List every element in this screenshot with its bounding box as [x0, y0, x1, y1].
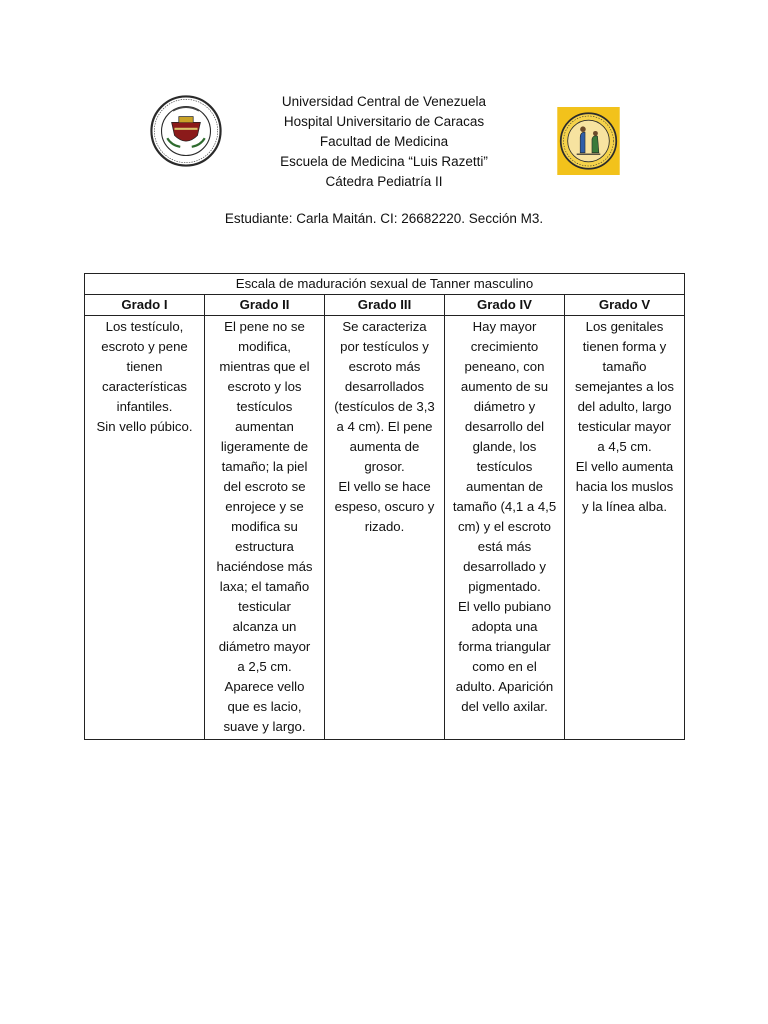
column-header-grado-4: Grado IV [445, 295, 565, 316]
column-header-grado-5: Grado V [565, 295, 685, 316]
table-title: Escala de maduración sexual de Tanner masculino [85, 274, 685, 295]
cell-grado-5: Los genitales tienen forma y tamaño semejantes a los del adulto, largo testicular mayor a 4,5 cm. El vello aumenta hacia los muslos y la línea alba. [565, 316, 685, 740]
university-name: Universidad Central de Venezuela [281, 94, 487, 109]
tanner-scale-table [84, 273, 685, 740]
column-header-grado-3: Grado III [325, 295, 445, 316]
hospital-name: Hospital Universitario de Caracas [283, 114, 485, 129]
column-header-grado-2: Grado II [205, 295, 325, 316]
department-name: Cátedra Pediatría II [325, 174, 443, 189]
school-name: Escuela de Medicina “Luis Razetti” [280, 154, 488, 169]
table-row [85, 316, 685, 740]
column-header-grado-1: Grado I [85, 295, 205, 316]
faculty-name: Facultad de Medicina [319, 134, 449, 149]
cell-grado-3: Se caracteriza por testículos y escroto más desarrollados (testículos de 3,3 a 4 cm). El pene aumenta de grosor. El vello se hace espeso, oscuro y rizado. [325, 316, 445, 740]
cell-grado-4: Hay mayor crecimiento peneano, con aumento de su diámetro y desarrollo del glande, los testículos aumentan de tamaño (4,1 a 4,5 cm) y el escroto está más desarrollado y pigmentado. El vello pubiano adopta una forma triangular como en el adulto. Aparición del vello axilar. [445, 316, 565, 740]
institution-header [0, 92, 768, 192]
cell-grado-1: Los testículo, escroto y pene tienen características infantiles. Sin vello púbico. [85, 316, 205, 740]
student-info: Estudiante: Carla Maitán. CI: 26682220. Sección M3. [224, 211, 544, 226]
cell-grado-2: El pene no se modifica, mientras que el escroto y los testículos aumentan ligeramente de tamaño; la piel del escroto se enrojece y se modifica su estructura haciéndose más laxa; el tamaño testicular alcanza un diámetro mayor a 2,5 cm. Aparece vello que es lacio, suave y largo. [205, 316, 325, 740]
table-header-row [85, 295, 685, 316]
